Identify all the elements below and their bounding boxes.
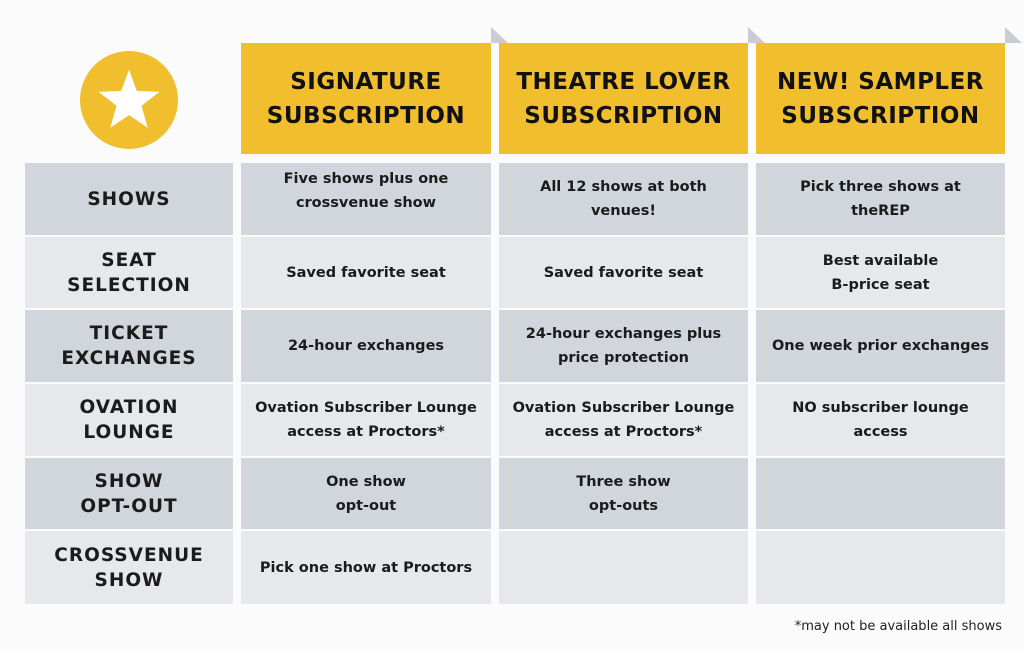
table-cell: Saved favorite seat: [499, 237, 748, 308]
table-cell: 24-hour exchanges: [241, 310, 491, 382]
page-fold: [491, 27, 508, 43]
row-label-ticket-exchanges: TICKET EXCHANGES: [25, 310, 233, 382]
table-cell: Three show opt-outs: [499, 458, 748, 529]
table-cell: [756, 531, 1005, 604]
table-cell: All 12 shows at both venues!: [499, 163, 748, 235]
column-header-title: THEATRE LOVER SUBSCRIPTION: [516, 68, 731, 129]
table-cell: Five shows plus one crossvenue show: [241, 163, 491, 235]
column-header-title: SIGNATURE SUBSCRIPTION: [266, 68, 466, 129]
star-icon: [96, 67, 162, 133]
row-label-seat-selection: SEAT SELECTION: [25, 237, 233, 308]
logo-circle: [80, 51, 178, 149]
column-header-title: NEW! SAMPLER SUBSCRIPTION: [776, 68, 984, 129]
logo: [78, 50, 180, 150]
table-cell: [499, 531, 748, 604]
row-label-ovation-lounge: OVATION LOUNGE: [25, 384, 233, 456]
table-cell: Ovation Subscriber Lounge access at Proctors*: [499, 384, 748, 456]
table-cell: Ovation Subscriber Lounge access at Proctors*: [241, 384, 491, 456]
table-cell: 24-hour exchanges plus price protection: [499, 310, 748, 382]
table-cell: Pick three shows at theREP: [756, 163, 1005, 235]
table-cell: One week prior exchanges: [756, 310, 1005, 382]
row-label-crossvenue-show: CROSSVENUE SHOW: [25, 531, 233, 604]
row-label-show-opt-out: SHOW OPT-OUT: [25, 458, 233, 529]
row-label-shows: SHOWS: [25, 163, 233, 235]
column-header-signature: [241, 43, 491, 154]
footnote: *may not be available all shows: [794, 619, 1002, 634]
page-fold: [1005, 27, 1022, 43]
table-cell: [756, 458, 1005, 529]
column-header-theatre-lover: [499, 43, 748, 154]
column-header-sampler: [756, 43, 1005, 154]
table-cell: Saved favorite seat: [241, 237, 491, 308]
table-cell: NO subscriber lounge access: [756, 384, 1005, 456]
table-cell: Pick one show at Proctors: [241, 531, 491, 604]
table-cell: Best available B-price seat: [756, 237, 1005, 308]
table-cell: One show opt-out: [241, 458, 491, 529]
page-fold: [748, 27, 765, 43]
